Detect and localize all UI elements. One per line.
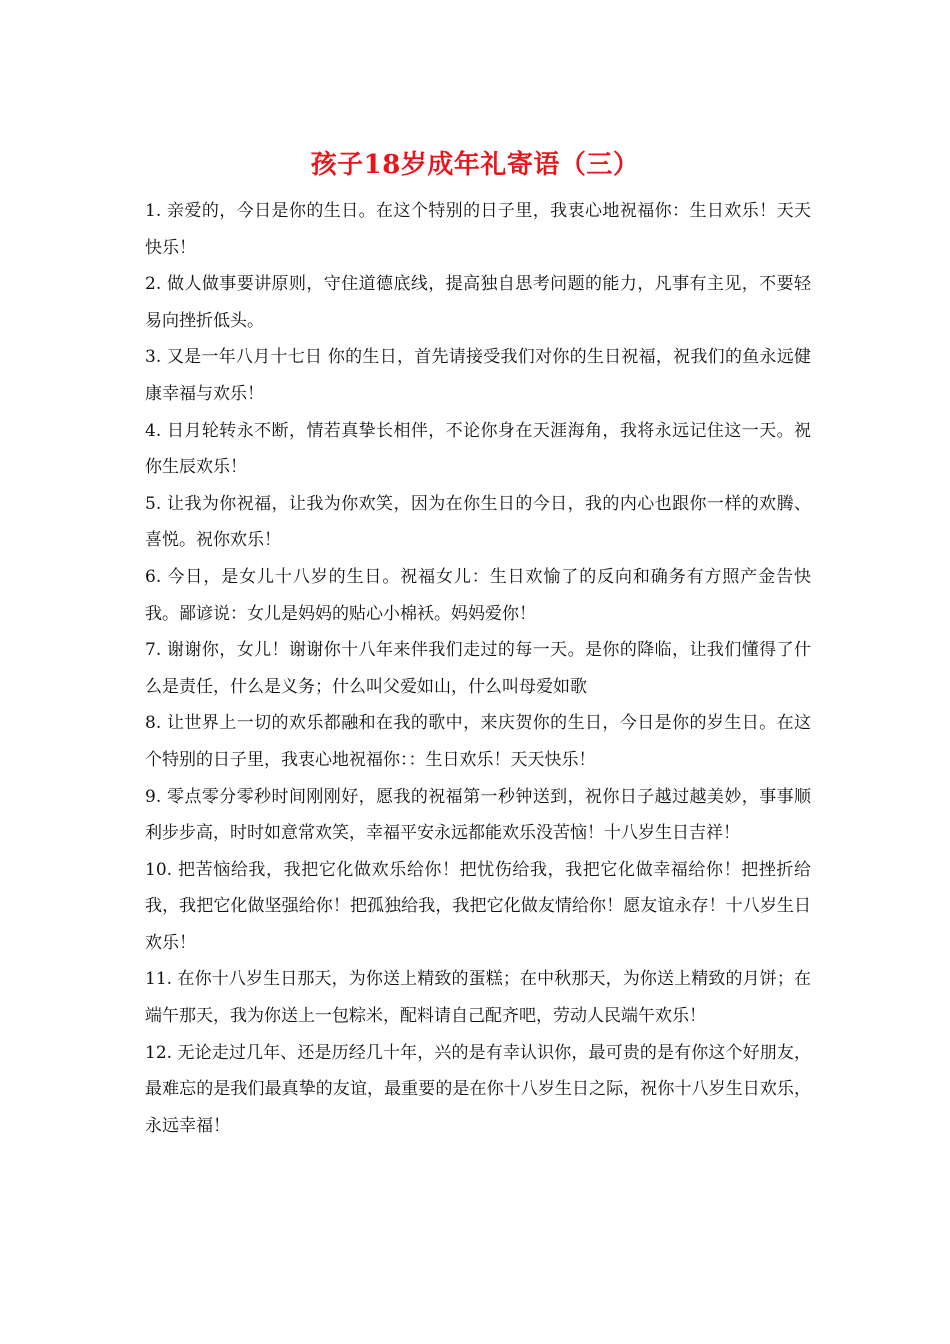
list-item: 9. 零点零分零秒时间刚刚好，愿我的祝福第一秒钟送到，祝你日子越过越美妙，事事顺利步步高，时时如意常欢笑，幸福平安永远都能欢乐没苦恼！十八岁生日吉祥！ — [145, 786, 811, 844]
list-item: 4. 日月轮转永不断，情若真挚长相伴，不论你身在天涯海角，我将永远记住这一天。祝你生辰欢乐！ — [145, 420, 811, 478]
page-title: 孩子18岁成年礼寄语（三） — [310, 150, 640, 180]
list-item: 12. 无论走过几年、还是历经几十年，兴的是有幸认识你，最可贵的是有你这个好朋友，最难忘的是我们最真挚的友谊，最重要的是在你十八岁生日之际，祝你十八岁生日欢乐，永远幸福！ — [145, 1042, 811, 1136]
list-item: 10. 把苦恼给我，我把它化做欢乐给你！把忧伤给我，我把它化做幸福给你！把挫折给我，我把它化做坚强给你！把孤独给我，我把它化做友情给你！愿友谊永存！十八岁生日欢乐！ — [145, 859, 811, 953]
list-item: 2. 做人做事要讲原则，守住道德底线，提高独自思考问题的能力，凡事有主见，不要轻易向挫折低头。 — [145, 274, 811, 331]
blessing-list — [145, 193, 811, 1144]
list-item: 6. 今日，是女儿十八岁的生日。祝福女儿：生日欢愉了的反向和确务有方照产金告快我。鄙谚说：女儿是妈妈的贴心小棉袄。妈妈爱你！ — [145, 566, 811, 624]
list-item: 8. 让世界上一切的欢乐都融和在我的歌中，来庆贺你的生日，今日是你的岁生日。在这个特别的日子里，我衷心地祝福你：：生日欢乐！天天快乐！ — [145, 713, 811, 770]
list-item: 7. 谢谢你，女儿！谢谢你十八年来伴我们走过的每一天。是你的降临，让我们懂得了什么是责任，什么是义务；什么叫父爱如山，什么叫母爱如歌 — [145, 640, 811, 697]
list-item: 1. 亲爱的，今日是你的生日。在这个特别的日子里，我衷心地祝福你：生日欢乐！天天快乐！ — [145, 201, 811, 258]
list-item: 5. 让我为你祝福，让我为你欢笑，因为在你生日的今日，我的内心也跟你一样的欢腾、喜悦。祝你欢乐！ — [145, 493, 811, 551]
list-item: 3. 又是一年八月十七日 你的生日，首先请接受我们对你的生日祝福，祝我们的鱼永远健康幸福与欢乐！ — [145, 347, 811, 404]
list-item: 11. 在你十八岁生日那天，为你送上精致的蛋糕；在中秋那天，为你送上精致的月饼；在端午那天，我为你送上一包粽米，配料请自己配齐吧，劳动人民端午欢乐！ — [145, 969, 811, 1027]
